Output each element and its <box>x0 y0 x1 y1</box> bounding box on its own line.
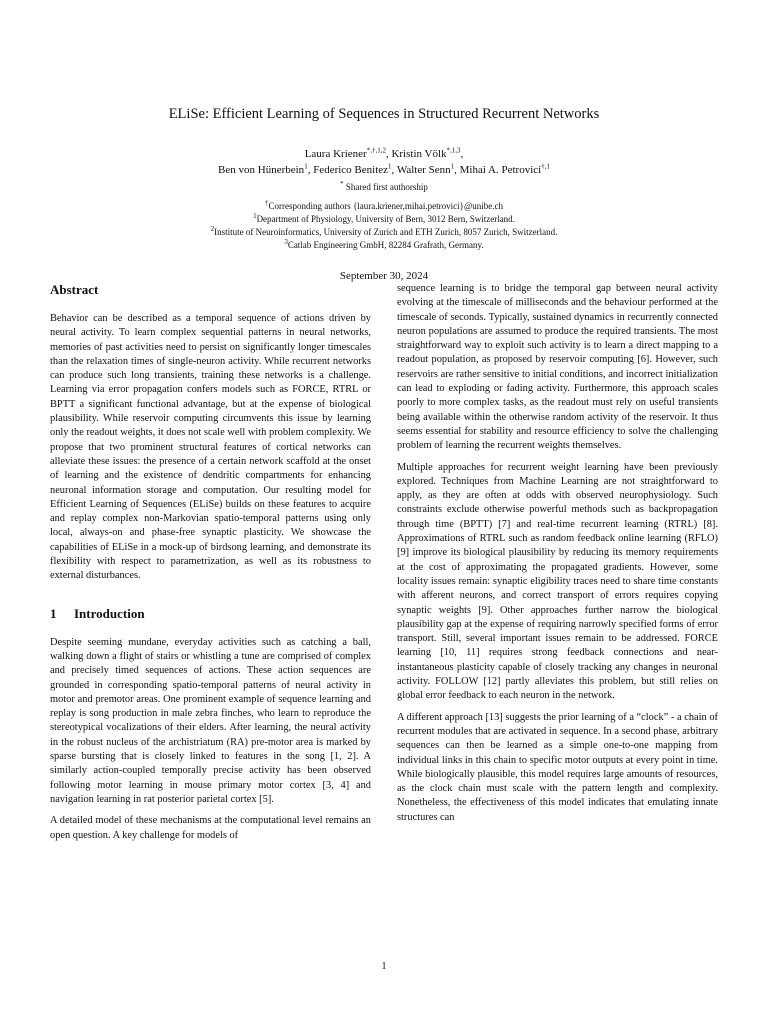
author-name: Walter Senn <box>396 164 451 176</box>
paragraph: sequence learning is to bridge the temporal gap between neural activity evolving at the timescale of milliseconds and the behaviour performed at the timescale of seconds. Typically, sustained dynamics in recurrently connected neuron populations are assumed to produce the required transients. The most straightforward way to exploit such activity is to learn a direct mapping to a readout population, as proposed by reservoir computing [6]. However, such reservoirs are rather sensitive to initial conditions, and incorrect initialization can lead to exploding or fading activity. Furthermore, this approach scales poorly to more complex tasks, as the readout must rely on useful transients being available within the otherwise random activity of the reservoir. It thus seems essential for stability and resource efficiency to solve the challenging problem of learning the recurrent weights themselves. <box>397 283 718 452</box>
corresponding-authors: †Corresponding authors {laura.kriener,mihai.petrovici}@unibe.ch <box>264 199 503 211</box>
author-affiliation-mark: 1 <box>388 162 392 171</box>
author-affiliation-mark: *,1,3 <box>446 146 461 155</box>
author-name: Mihai A. Petrovici <box>459 164 542 176</box>
paragraph: Despite seeming mundane, everyday activities such as catching a ball, walking down a flight of stairs or whistling a tune are comprised of complex and precisely timed sequences of actions. These action sequences are grounded in corresponding spatio-temporal patterns of neural activity in motor and premotor areas. One prominent example of sequence learning and replay is song production in male zebra finches, who learn to reproduce the stereotypical vocalizations of their elders. After learning, the neural activity in the robust nucleus of the archistriatum (RA) pre-motor area is marked by sparse bursting that is closely linked to features in the song [1, 2]. A similarly action-coupled temporally precise activity has been observed following motor learning in mouse primary motor cortex [3, 4] and navigation learning in rat posterior parietal cortex [5]. <box>50 636 371 805</box>
affiliations <box>0 200 768 252</box>
author-affiliation-mark: 1 <box>304 162 308 171</box>
paper-header <box>0 106 768 282</box>
author-name: Kristin Völk <box>391 148 447 160</box>
abstract-text: Behavior can be described as a temporal sequence of actions driven by neural activity. To learn complex sequential patterns in neural networks, memories of past activities need to persist on significantly longer timescales than the relaxation times of single-neuron activity. While recurrent networks can produce such long transients, training these networks is a challenge. Learning via error propagation confers models such as FORCE, RTRL or BPTT a significant functional advantage, but at the expense of biological plausibility. While reservoir computing circumvents this issue by learning only the readout weights, it does not scale well with problem complexity. We propose that two prominent structural features of cortical networks can alleviate these issues: the presence of a certain network scaffold at the onset of learning and the existence of dendritic compartments for enhancing neuronal information storage and computation. Our resulting model for Efficient Learning of Sequences (ELiSe) builds on these features to acquire and replay complex non-Markovian spatio-temporal patterns using only local, always-on and phase-free synaptic plasticity. We showcase the capabilities of ELiSe in a mock-up of birdsong learning, and demonstrate its flexibility with respect to parametrization, as well as its robustness to external disturbances. <box>50 313 371 582</box>
introduction-heading <box>50 606 371 622</box>
affiliation-item: $^3$Catlab Engineering GmbH, 82284 Grafrath, Germany. <box>284 238 484 250</box>
paragraph: A different approach [13] suggests the prior learning of a “clock” - a chain of recurrent modules that are activated in sequence. In a second phase, arbitrary sequences can then be learned as a simple one-to-one mapping from individual links in this chain to specific motor outputs at every point in time. While biologically plausible, this model requires large amounts of resources, as the clock chain must scale with the pattern length and complexity. Nonetheless, the effectiveness of this model indicates that emulating innate structures can <box>397 711 718 823</box>
publication-date: September 30, 2024 <box>339 270 429 282</box>
paper-title: ELiSe: Efficient Learning of Sequences in Structured Recurrent Networks <box>168 106 600 122</box>
left-column <box>50 282 371 850</box>
author-name: Federico Benitez <box>313 164 389 176</box>
affiliation-item: $^2$Institute of Neuroinformatics, University of Zurich and ETH Zurich, 8057 Zurich, Switzerland. <box>210 225 558 237</box>
shared-authorship-note: * Shared first authorship <box>340 180 428 192</box>
right-column <box>397 282 718 832</box>
author-line-2: Ben von Hünerbein$^1$, Federico Benitez$^1$, Walter Senn$^1$, Mihai A. Petrovici$^{\dagger,1}$ <box>218 162 550 176</box>
author-affiliation-mark: *,†,1,2 <box>366 146 386 155</box>
author-list <box>0 146 768 178</box>
section-number: 1 <box>50 605 57 621</box>
author-affiliation-mark: 1 <box>450 162 455 171</box>
author-name: Ben von Hünerbein <box>218 164 305 176</box>
page-number: 1 <box>381 961 387 972</box>
author-name: Laura Kriener <box>304 148 367 160</box>
paragraph: Multiple approaches for recurrent weight learning have been previously explored. Techniques from Machine Learning are not straightforward to apply, as they are often at odds with observed neurophysiology. Such constraints exclude otherwise powerful methods such as backpropagation through time (BPTT) [7] and real-time recurrent learning (RTRL) [8]. Approximations of RTRL such as random feedback online learning (RFLO) [9] improve its biological plausibility by reducing its memory requirements at the cost of approximating the propagated gradients. However, some locality issues remain: synaptic eligibility traces need to share time constants with afferent neurons, and correct transport of errors requires copying synaptic weights [9]. Other approaches further narrow the biological plausibility gap at the expense of requiring narrowly specified forms of error transport. Still, several important issues remain to be addressed. FORCE learning [10, 11] requires strong feedback connections and near-instantaneous plasticity capable of closely tracking any changes in neuronal activity. FOLLOW [12] partly alleviates this problem, but still relies on global error feedback to each neuron in the network. <box>397 461 718 702</box>
affiliation-item: $^1$Department of Physiology, University of Bern, 3012 Bern, Switzerland. <box>253 212 515 224</box>
author-affiliation-mark: †,1 <box>541 162 550 171</box>
abstract-heading: Abstract <box>50 282 99 297</box>
author-line-1: Laura Kriener$^{*,\dagger,1,2}$, Kristin Völk$^{*,1,3}$, <box>304 146 464 160</box>
section-title: Introduction <box>74 605 145 621</box>
paragraph: A detailed model of these mechanisms at the computational level remains an open question. A key challenge for models of <box>50 815 371 841</box>
